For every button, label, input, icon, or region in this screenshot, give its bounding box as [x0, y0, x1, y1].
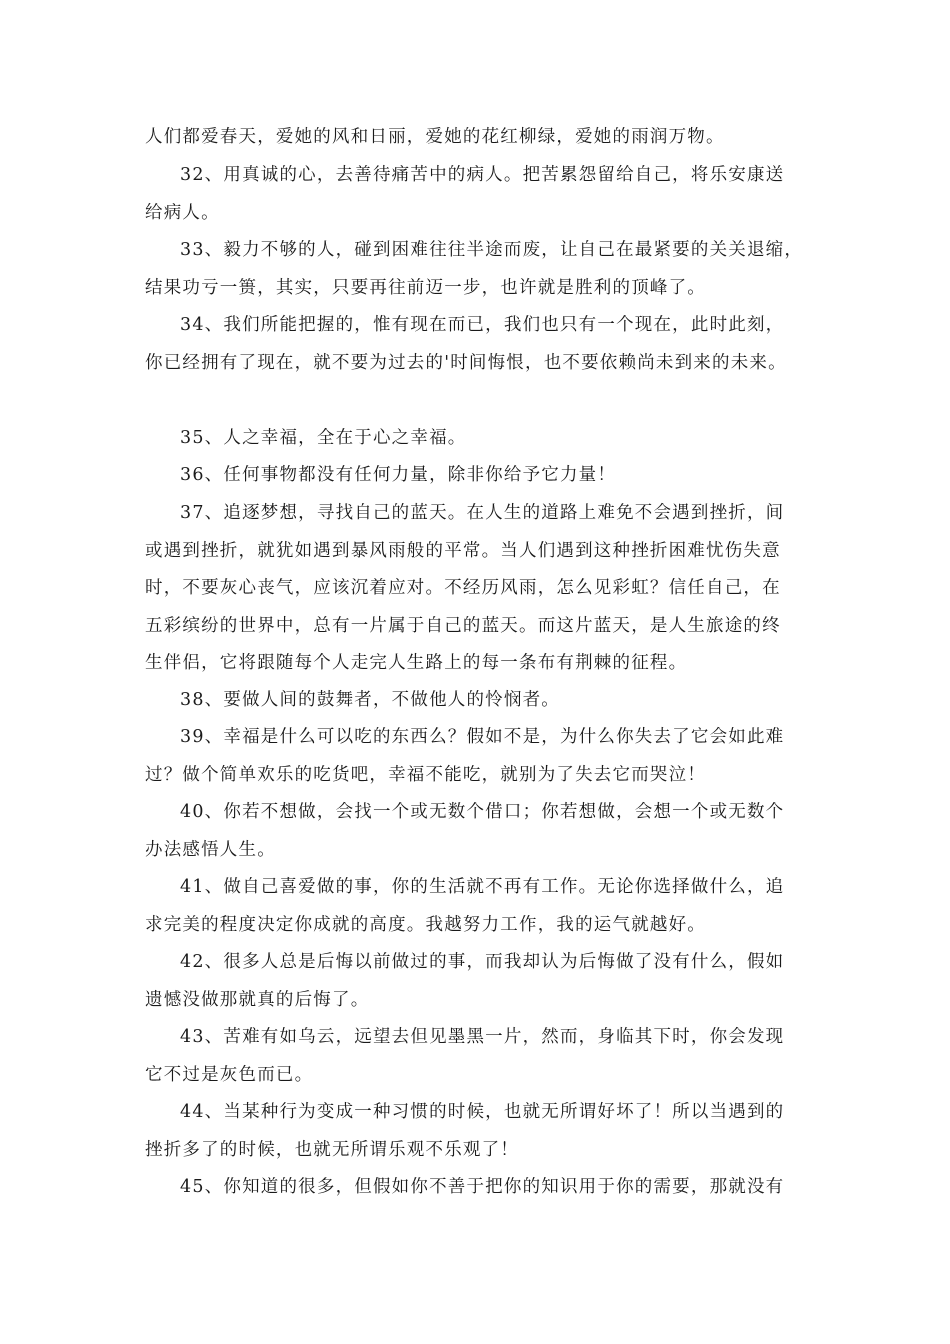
- paragraph-42: [145, 944, 805, 1019]
- paragraph-32: [145, 157, 805, 232]
- paragraph-38: [145, 682, 805, 720]
- paragraph-40: [145, 794, 805, 869]
- text-line: 35、人之幸福，全在于心之幸福。: [180, 428, 467, 448]
- text-line: 39、幸福是什么可以吃的东西么？假如不是，为什么你失去了它会如此难: [180, 727, 785, 747]
- text-line: 挫折多了的时候，也就无所谓乐观不乐观了！: [145, 1139, 519, 1160]
- text-line: 40、你若不想做，会找一个或无数个借口；你若想做，会想一个或无数个: [180, 802, 785, 822]
- paragraph-33: [145, 232, 805, 307]
- text-line: 办法感悟人生。: [145, 839, 276, 860]
- paragraph-34: [145, 307, 805, 382]
- paragraph-39: [145, 719, 805, 794]
- paragraph-intro: [145, 119, 805, 157]
- text-line: 38、要做人间的鼓舞者，不做他人的怜悯者。: [180, 690, 560, 710]
- text-line: 过？做个简单欢乐的吃货吧，幸福不能吃，就别为了失去它而哭泣！: [145, 764, 706, 785]
- text-line: 它不过是灰色而已。: [145, 1064, 314, 1085]
- paragraph-45: [145, 1169, 805, 1207]
- text-line: 32、用真诚的心，去善待痛苦中的病人。把苦累怨留给自己，将乐安康送: [180, 165, 785, 185]
- text-line: 给病人。: [145, 202, 220, 223]
- paragraph-35: [145, 420, 805, 458]
- paragraph-43: [145, 1019, 805, 1094]
- text-line: 33、毅力不够的人，碰到困难往往半途而废，让自己在最紧要的关关退缩，: [180, 240, 804, 260]
- text-line: 或遇到挫折，就犹如遇到暴风雨般的平常。当人们遇到这种挫折困难忧伤失意: [145, 540, 781, 561]
- paragraph-44: [145, 1094, 805, 1169]
- text-line: 生伴侣，它将跟随每个人走完人生路上的每一条布有荆棘的征程。: [145, 653, 688, 673]
- text-line: 结果功亏一篑，其实，只要再往前迈一步，也许就是胜利的顶峰了。: [145, 277, 706, 298]
- paragraph-41: [145, 869, 805, 944]
- text-line: 37、追逐梦想，寻找自己的蓝天。在人生的道路上难免不会遇到挫折，间: [180, 503, 785, 523]
- paragraph-37: [145, 495, 805, 683]
- text-line: 43、苦难有如乌云，远望去但见墨黑一片，然而，身临其下时，你会发现: [180, 1027, 785, 1047]
- text-line: 时，不要灰心丧气，应该沉着应对。不经历风雨，怎么见彩虹？信任自己，在: [145, 578, 781, 598]
- text-line: 42、很多人总是后悔以前做过的事，而我却认为后悔做了没有什么，假如: [180, 952, 785, 972]
- text-line: 44、当某种行为变成一种习惯的时候，也就无所谓好坏了！所以当遇到的: [180, 1102, 785, 1122]
- text-line: 36、任何事物都没有任何力量，除非你给予它力量！: [180, 465, 617, 485]
- text-line: 五彩缤纷的世界中，总有一片属于自己的蓝天。而这片蓝天，是人生旅途的终: [145, 615, 781, 636]
- text-line: 41、做自己喜爱做的事，你的生活就不再有工作。无论你选择做什么，追: [180, 877, 785, 897]
- text-line: 人们都爱春天，爱她的风和日丽，爱她的花红柳绿，爱她的雨润万物。: [145, 127, 725, 147]
- text-line: 求完美的程度决定你成就的高度。我越努力工作，我的运气就越好。: [145, 914, 706, 935]
- text-line: 遗憾没做那就真的后悔了。: [145, 989, 370, 1010]
- text-line: 45、你知道的很多，但假如你不善于把你的知识用于你的需要，那就没有: [180, 1177, 785, 1197]
- paragraph-36: [145, 457, 805, 495]
- text-line: 你已经拥有了现在，就不要为过去的'时间悔恨，也不要依赖尚未到来的未来。: [145, 352, 787, 373]
- text-line: 34、我们所能把握的，惟有现在而已，我们也只有一个现在，此时此刻，: [180, 315, 785, 335]
